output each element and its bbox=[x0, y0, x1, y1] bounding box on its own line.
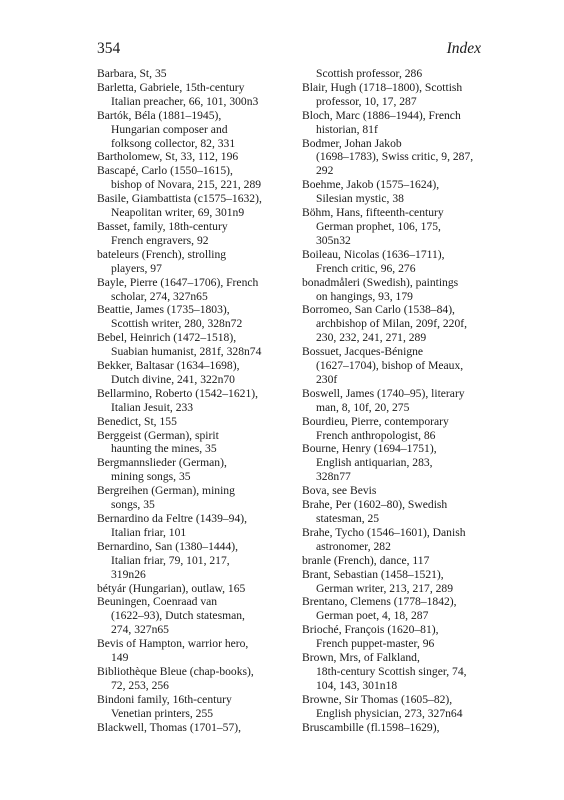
index-entry-continuation: archbishop of Milan, 209f, 220f, bbox=[316, 317, 468, 331]
index-entry-continuation: man, 8, 10f, 20, 275 bbox=[316, 400, 410, 414]
index-entry: bétyár (Hungarian), outlaw, 165 bbox=[97, 581, 246, 595]
index-entry-continuation: French puppet-master, 96 bbox=[316, 637, 435, 651]
index-entry-continuation: (1627–1704), bishop of Meaux, bbox=[316, 359, 464, 373]
index-entry: Böhm, Hans, fifteenth-century bbox=[302, 206, 444, 220]
index-entry: Bossuet, Jacques-Bénigne bbox=[302, 345, 424, 359]
index-entry-continuation: professor, 10, 17, 287 bbox=[316, 94, 417, 108]
index-entry: bateleurs (French), strolling bbox=[97, 247, 227, 261]
index-entry-continuation: 292 bbox=[316, 164, 334, 178]
index-entry-continuation: bishop of Novara, 215, 221, 289 bbox=[111, 178, 262, 192]
index-entry: Bernardino da Feltre (1439–94), bbox=[97, 512, 248, 525]
index-entry-continuation: 104, 143, 301n18 bbox=[316, 678, 398, 692]
index-entry: Bernardino, San (1380–1444), bbox=[97, 539, 239, 553]
index-entry: Blair, Hugh (1718–1800), Scottish bbox=[302, 80, 463, 94]
index-entry-continuation: Italian friar, 101 bbox=[111, 525, 187, 539]
index-entry-continuation: English antiquarian, 283, bbox=[316, 456, 433, 470]
index-entry-continuation: 230, 232, 241, 271, 289 bbox=[316, 331, 427, 345]
index-column-left bbox=[97, 67, 307, 735]
index-entry-continuation: German prophet, 106, 175, bbox=[316, 219, 441, 233]
index-entry: Boehme, Jakob (1575–1624), bbox=[302, 178, 440, 192]
index-entry: Brant, Sebastian (1458–1521), bbox=[302, 567, 444, 581]
index-entry: Bellarmino, Roberto (1542–1621), bbox=[97, 386, 258, 400]
index-entry: Bartók, Béla (1881–1945), bbox=[97, 108, 222, 122]
index-entry-continuation: Italian preacher, 66, 101, 300n3 bbox=[111, 94, 259, 108]
index-entry-continuation: 319n26 bbox=[111, 567, 146, 581]
index-entry: Brahe, Per (1602–80), Swedish bbox=[302, 498, 448, 512]
running-head: Index bbox=[446, 40, 481, 57]
index-entry-continuation: (1622–93), Dutch statesman, bbox=[111, 609, 245, 623]
index-entry-continuation: Silesian mystic, 38 bbox=[316, 192, 404, 206]
index-entry-continuation: French engravers, 92 bbox=[111, 233, 209, 247]
index-entry: Boswell, James (1740–95), literary bbox=[302, 386, 465, 400]
index-entry: bonadmåleri (Swedish), paintings bbox=[302, 275, 459, 289]
index-entry: Bayle, Pierre (1647–1706), French bbox=[97, 275, 259, 289]
index-entry-continuation: folksong collector, 82, 331 bbox=[111, 136, 236, 150]
index-entry-continuation: 149 bbox=[111, 651, 129, 665]
index-entry: Boileau, Nicolas (1636–1711), bbox=[302, 247, 445, 261]
index-entry: Bloch, Marc (1886–1944), French bbox=[302, 108, 461, 122]
index-entry-continuation: (1698–1783), Swiss critic, 9, 287, bbox=[316, 150, 474, 164]
index-entry: Barbara, St, 35 bbox=[97, 67, 167, 80]
index-column-right bbox=[302, 67, 512, 735]
index-entry: Brioché, François (1620–81), bbox=[302, 623, 439, 637]
index-entry-continuation: English physician, 273, 327n64 bbox=[316, 706, 463, 720]
index-entry-continuation: Italian Jesuit, 233 bbox=[111, 400, 194, 414]
index-entry: Benedict, St, 155 bbox=[97, 414, 177, 428]
index-entry: Bourne, Henry (1694–1751), bbox=[302, 442, 437, 456]
index-entry: Basset, family, 18th-century bbox=[97, 219, 228, 233]
index-entry: Brown, Mrs, of Falkland, bbox=[302, 651, 420, 665]
index-entry: Bibliothèque Bleue (chap-books), bbox=[97, 664, 254, 678]
index-entry: Bourdieu, Pierre, contemporary bbox=[302, 414, 449, 428]
index-entry-continuation: 305n32 bbox=[316, 233, 351, 247]
index-entry: Bergmannslieder (German), bbox=[97, 456, 227, 470]
index-entry: Blackwell, Thomas (1701–57), bbox=[97, 720, 242, 734]
index-entry: Bevis of Hampton, warrior hero, bbox=[97, 637, 249, 651]
index-entry-continuation: Neapolitan writer, 69, 301n9 bbox=[111, 206, 245, 220]
index-entry: Berggeist (German), spirit bbox=[97, 428, 219, 442]
index-entry-continuation: haunting the mines, 35 bbox=[111, 442, 217, 456]
index-entry-continuation: Hungarian composer and bbox=[111, 122, 228, 136]
index-entry-continuation: Suabian humanist, 281f, 328n74 bbox=[111, 345, 262, 359]
index-entry-continuation: scholar, 274, 327n65 bbox=[111, 289, 208, 303]
index-entry: Browne, Sir Thomas (1605–82), bbox=[302, 692, 453, 706]
index-entry-continuation: German poet, 4, 18, 287 bbox=[316, 609, 429, 623]
index-entry-continuation: historian, 81f bbox=[316, 122, 378, 136]
index-entry: Bodmer, Johan Jakob bbox=[302, 136, 402, 150]
index-entry: Basile, Giambattista (c1575–1632), bbox=[97, 192, 262, 206]
index-entry: Brentano, Clemens (1778–1842), bbox=[302, 595, 457, 609]
index-entry-continuation: Scottish writer, 280, 328n72 bbox=[111, 317, 243, 331]
index-entry: Barletta, Gabriele, 15th-century bbox=[97, 80, 245, 94]
index-entry-continuation: mining songs, 35 bbox=[111, 470, 191, 484]
index-entry-continuation: statesman, 25 bbox=[316, 512, 380, 525]
index-entry: Beattie, James (1735–1803), bbox=[97, 303, 230, 317]
index-entry-continuation: Scottish professor, 286 bbox=[316, 67, 423, 80]
index-entry-continuation: German writer, 213, 217, 289 bbox=[316, 581, 454, 595]
index-entry-continuation: 72, 253, 256 bbox=[111, 678, 169, 692]
index-entry-continuation: French anthropologist, 86 bbox=[316, 428, 436, 442]
index-entry: Bova, see Bevis bbox=[302, 484, 377, 498]
index-entry: Bartholomew, St, 33, 112, 196 bbox=[97, 150, 239, 164]
index-entry: branle (French), dance, 117 bbox=[302, 553, 430, 567]
index-entry-continuation: astronomer, 282 bbox=[316, 539, 391, 553]
index-entry-continuation: 18th-century Scottish singer, 74, bbox=[316, 664, 467, 678]
page-number: 354 bbox=[97, 40, 121, 57]
index-entry-continuation: songs, 35 bbox=[111, 498, 155, 512]
index-entry: Bekker, Baltasar (1634–1698), bbox=[97, 359, 240, 373]
index-entry: Bergreihen (German), mining bbox=[97, 484, 235, 498]
index-entry: Bruscambille (fl.1598–1629), bbox=[302, 720, 440, 734]
index-entry-continuation: on hangings, 93, 179 bbox=[316, 289, 413, 303]
index-entry-continuation: players, 97 bbox=[111, 261, 162, 275]
index-entry-continuation: 328n77 bbox=[316, 470, 351, 484]
index-entry: Bebel, Heinrich (1472–1518), bbox=[97, 331, 237, 345]
index-entry: Bascapé, Carlo (1550–1615), bbox=[97, 164, 233, 178]
index-entry-continuation: French critic, 96, 276 bbox=[316, 261, 416, 275]
index-entry-continuation: Venetian printers, 255 bbox=[111, 706, 214, 720]
index-entry: Beuningen, Coenraad van bbox=[97, 595, 218, 609]
index-entry-continuation: Italian friar, 79, 101, 217, bbox=[111, 553, 230, 567]
index-entry: Brahe, Tycho (1546–1601), Danish bbox=[302, 525, 466, 539]
index-entry-continuation: 230f bbox=[316, 372, 338, 386]
index-entry: Borromeo, San Carlo (1538–84), bbox=[302, 303, 455, 317]
index-entry-continuation: Dutch divine, 241, 322n70 bbox=[111, 372, 235, 386]
index-entry-continuation: 274, 327n65 bbox=[111, 623, 169, 637]
index-entry: Bindoni family, 16th-century bbox=[97, 692, 232, 706]
